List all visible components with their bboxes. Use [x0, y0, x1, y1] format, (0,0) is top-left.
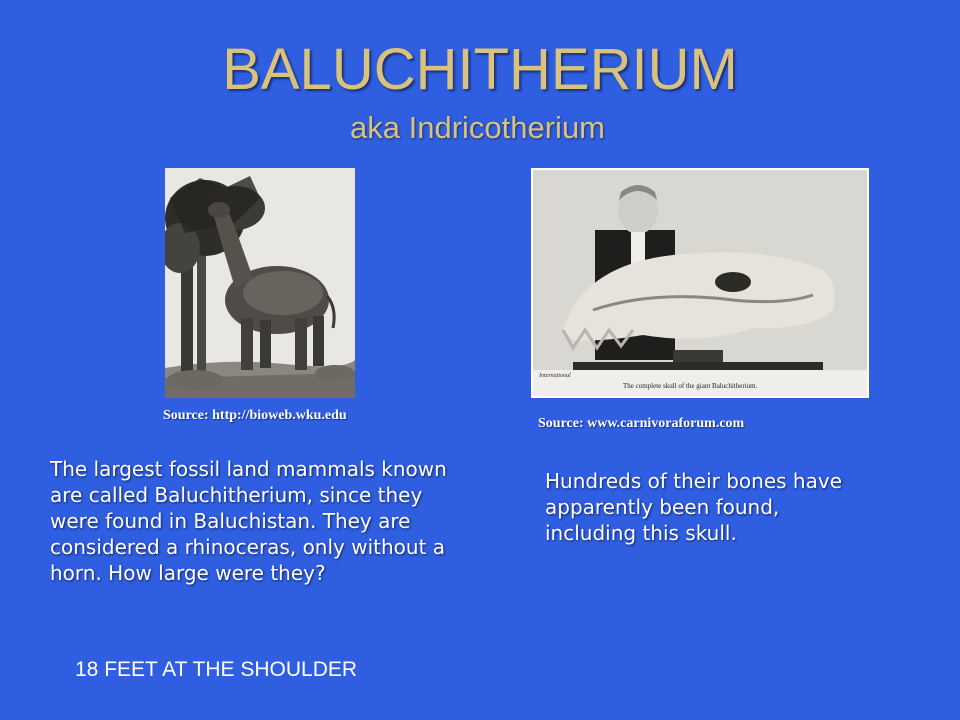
- right-image-source: Source: www.carnivoraforum.com: [538, 416, 745, 431]
- skull-photo-inner-caption: The complete skull of the giant Baluchitherium.: [623, 382, 758, 390]
- slide-title: BALUCHITHERIUM: [222, 37, 738, 102]
- skull-photo-image: [531, 168, 869, 398]
- baluchitherium-illustration-image: [165, 168, 355, 398]
- skull-photo-corner-mark: International: [539, 373, 571, 379]
- shoulder-height-text: 18 FEET AT THE SHOULDER: [75, 658, 358, 681]
- left-image-source: Source: http://bioweb.wku.edu: [163, 408, 347, 423]
- slide-subtitle: aka Indricotherium: [350, 110, 606, 145]
- right-description-text: Hundreds of their bones have apparently been found, including this skull.: [545, 469, 843, 545]
- left-description-text: The largest fossil land mammals known are called Baluchitherium, since they were found in Baluchistan. They are considered a rhinoceras, only without a horn. How large were they?: [50, 457, 447, 585]
